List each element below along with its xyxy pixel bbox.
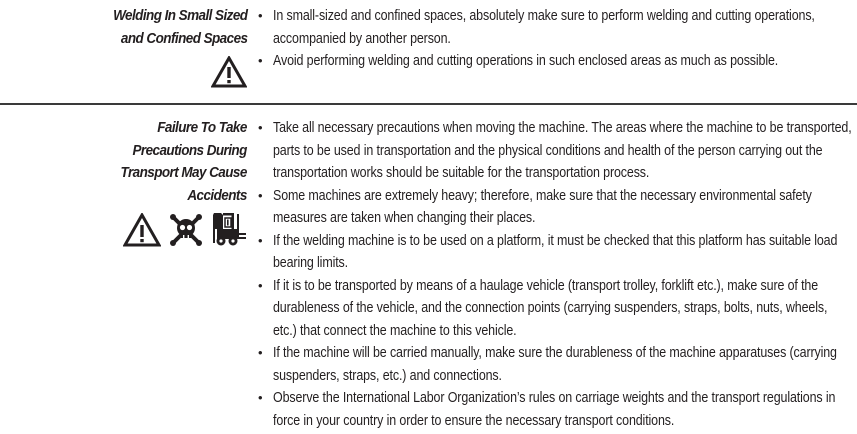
section-icons (211, 56, 247, 88)
section-heading (113, 5, 247, 50)
bullet-text: Avoid performing welding and cutting operations in such enclosed areas as much as possible. (273, 53, 779, 69)
bullet-text: If it is to be transported by means of a haulage vehicle (transport trolley, forklift etc.), make sure of the durableness of the vehicle, and the connection points (carrying suspenders, straps, bolts, nuts, wheels, etc.) that connect the machine to this vehicle. (273, 277, 828, 339)
heading-line: Transport May Cause (120, 165, 247, 181)
warning-triangle-icon (211, 56, 247, 88)
bullet-dot: • (258, 120, 263, 135)
list-item (258, 230, 853, 275)
warning-triangle-icon (123, 213, 161, 247)
bullet-dot: • (258, 277, 263, 293)
bullet-dot: • (258, 390, 263, 405)
bullet-dot: • (258, 8, 263, 23)
bullet-text: Some machines are extremely heavy; therefore, make sure that the necessary environmental safety measures are taken when changing their places. (273, 187, 812, 226)
heading-line: Precautions During (132, 142, 247, 159)
section-icons (123, 211, 247, 247)
skull-crossbones-icon (169, 213, 203, 247)
list-item (258, 117, 853, 185)
section-heading (121, 117, 247, 207)
heading-line: Accidents (187, 187, 247, 204)
bullet-dot: • (258, 345, 263, 360)
bullet-dot: • (258, 232, 263, 248)
heading-line: Welding In Small Sized (112, 8, 247, 24)
list-item (258, 5, 853, 50)
list-item (258, 185, 853, 230)
bullet-text: If the welding machine is to be used on a platform, it must be checked that this platform has suitable load bearing limits. (273, 232, 838, 271)
bullet-dot: • (258, 53, 263, 68)
bullet-text: Take all necessary precautions when moving the machine. The areas where the machine to be transported, parts to be used in transportation and the physical conditions and health of the person carrying out the transportation works should be suitable for the transportation process. (273, 120, 852, 181)
forklift-icon (211, 211, 247, 247)
bullet-text: Observe the International Labor Organization’s rules on carriage weights and the transport regulations in force in your country in order to ensure the necessary transport conditions. (273, 390, 836, 429)
bullet-list (258, 117, 853, 432)
heading-line: and Confined Spaces (120, 30, 247, 47)
list-item (258, 342, 853, 387)
bullet-dot: • (258, 187, 263, 203)
bullet-text: In small-sized and confined spaces, absolutely make sure to perform welding and cutting operations, accompanied by another person. (273, 8, 815, 47)
list-item (258, 50, 853, 73)
list-item (258, 387, 853, 432)
section-divider (0, 103, 857, 105)
bullet-list (258, 5, 853, 73)
list-item (258, 275, 853, 343)
bullet-text: If the machine will be carried manually, make sure the durableness of the machine apparatuses (carrying suspenders, straps, etc.) and connections. (273, 345, 837, 384)
heading-line: Failure To Take (157, 120, 247, 136)
